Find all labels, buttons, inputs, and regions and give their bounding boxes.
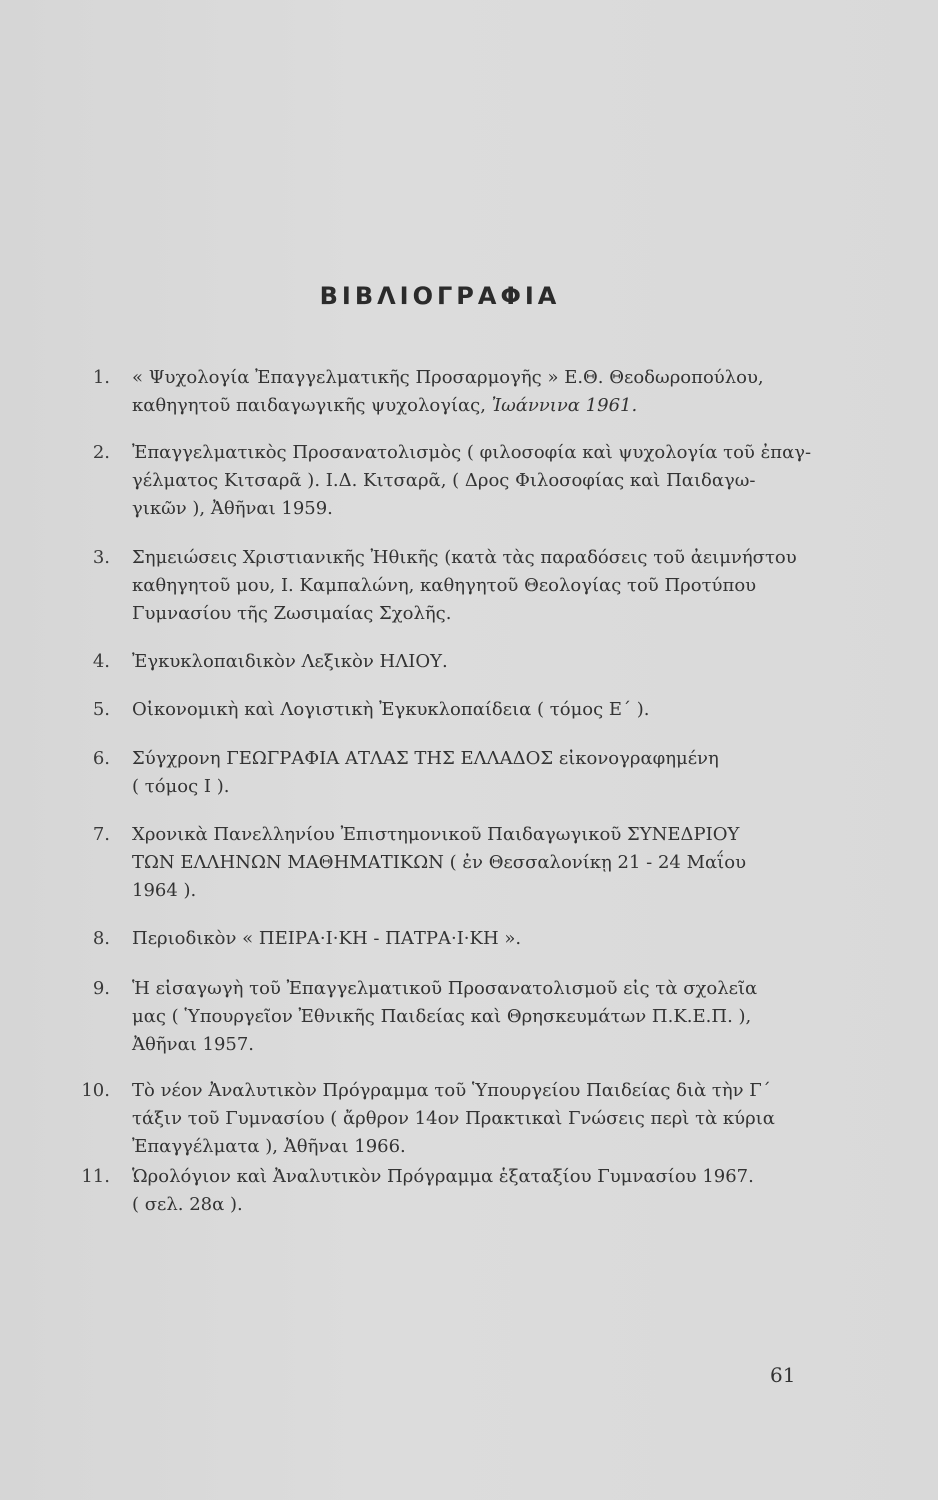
entry-line: Ὡρολόγιον καὶ Ἀναλυτικὸν Πρόγραμμα ἑξαταξίου Γυμνασίου 1967. (132, 1166, 754, 1187)
entry-line-italic: Ἰωάννινα 1961. (491, 395, 638, 416)
entry-number: 8. (92, 928, 110, 949)
entry-line: ( τόμος Ι ). (132, 776, 230, 797)
entry-line: Γυμνασίου τῆς Ζωσιμαίας Σχολῆς. (132, 603, 452, 624)
entry-number: 7. (92, 824, 110, 845)
entry-text (132, 648, 822, 676)
entry-text (132, 925, 822, 953)
page-number: 61 (770, 1363, 796, 1387)
entry-line: καθηγητοῦ μου, Ι. Καμπαλώνη, καθηγητοῦ Θεολογίας τοῦ Προτύπου (132, 575, 757, 596)
entry-number: 9. (92, 978, 110, 999)
entry-line: ( σελ. 28α ). (132, 1194, 243, 1215)
entry-number: 3. (92, 547, 110, 568)
entry-line: γικῶν ), Ἀθῆναι 1959. (132, 498, 333, 519)
entry-text (132, 696, 822, 724)
entry-text (132, 821, 822, 905)
entry-line: Ἀθῆναι 1957. (132, 1034, 255, 1055)
entry-number: 4. (92, 651, 110, 672)
entry-number: 6. (92, 748, 110, 769)
entry-line: Περιοδικὸν « ΠΕΙΡΑ·Ι·ΚΗ - ΠΑΤΡΑ·Ι·ΚΗ ». (132, 928, 522, 949)
entry-line: Σύγχρονη ΓΕΩΓΡΑΦΙΑ ΑΤΛΑΣ ΤΗΣ ΕΛΛΑΔΟΣ εἰκονογραφημένη (132, 748, 719, 769)
entry-text (132, 1077, 822, 1161)
entry-line (132, 392, 822, 420)
entry-line: Τὸ νέον Ἀναλυτικὸν Πρόγραμμα τοῦ Ὑπουργείου Παιδείας διὰ τὴν Γ΄ (132, 1080, 771, 1101)
entry-number: 5. (92, 699, 110, 720)
entry-line: μας ( Ὑπουργεῖον Ἐθνικῆς Παιδείας καὶ Θρησκευμάτων Π.Κ.Ε.Π. ), (132, 1006, 752, 1027)
entry-line-part: καθηγητοῦ παιδαγωγικῆς ψυχολογίας, (132, 395, 492, 416)
entry-line: ΤΩΝ ΕΛΛΗΝΩΝ ΜΑΘΗΜΑΤΙΚΩΝ ( ἐν Θεσσαλονίκῃ 21 - 24 Μαΐου (132, 852, 747, 873)
page-title: ΒΙΒΛΙΟΓΡΑΦΙΑ (319, 282, 561, 310)
entry-number: 10. (81, 1080, 110, 1101)
entry-line: γέλματος Κιτσαρᾶ ). Ι.Δ. Κιτσαρᾶ, ( Δρος Φιλοσοφίας καὶ Παιδαγω- (132, 470, 756, 491)
entry-number: 2. (92, 442, 110, 463)
entry-line: Χρονικὰ Πανελληνίου Ἐπιστημονικοῦ Παιδαγωγικοῦ ΣΥΝΕΔΡΙΟΥ (132, 824, 740, 845)
entry-line: 1964 ). (132, 880, 197, 901)
entry-number: 11. (81, 1166, 110, 1187)
entry-line: Ἐπαγγέλματα ), Ἀθῆναι 1966. (132, 1136, 406, 1157)
entry-line: τάξιν τοῦ Γυμνασίου ( ἄρθρον 14ον Πρακτικαὶ Γνώσεις περὶ τὰ κύρια (132, 1108, 775, 1129)
entry-line: Ἐπαγγελματικὸς Προσανατολισμὸς ( φιλοσοφία καὶ ψυχολογία τοῦ ἐπαγ- (132, 442, 812, 463)
entry-line: Σημειώσεις Χριστιανικῆς Ἠθικῆς (κατὰ τὰς παραδόσεις τοῦ ἀειμνήστου (132, 547, 797, 568)
entry-text (132, 544, 822, 628)
entry-line: Ἡ εἰσαγωγὴ τοῦ Ἐπαγγελματικοῦ Προσανατολισμοῦ εἰς τὰ σχολεῖα (132, 978, 758, 999)
entry-line: « Ψυχολογία Ἐπαγγελματικῆς Προσαρμογῆς » Ε.Θ. Θεοδωροπούλου, (132, 367, 764, 388)
entry-text (132, 745, 822, 801)
entry-line: Οἰκονομικὴ καὶ Λογιστικὴ Ἐγκυκλοπαίδεια ( τόμος Ε΄ ). (132, 699, 650, 720)
entry-text (132, 975, 822, 1059)
entry-number: 1. (92, 367, 110, 388)
entry-text (132, 439, 822, 523)
entry-text (132, 364, 822, 420)
entry-line: Ἐγκυκλοπαιδικὸν Λεξικὸν ΗΛΙΟΥ. (132, 651, 448, 672)
entry-text (132, 1163, 822, 1219)
